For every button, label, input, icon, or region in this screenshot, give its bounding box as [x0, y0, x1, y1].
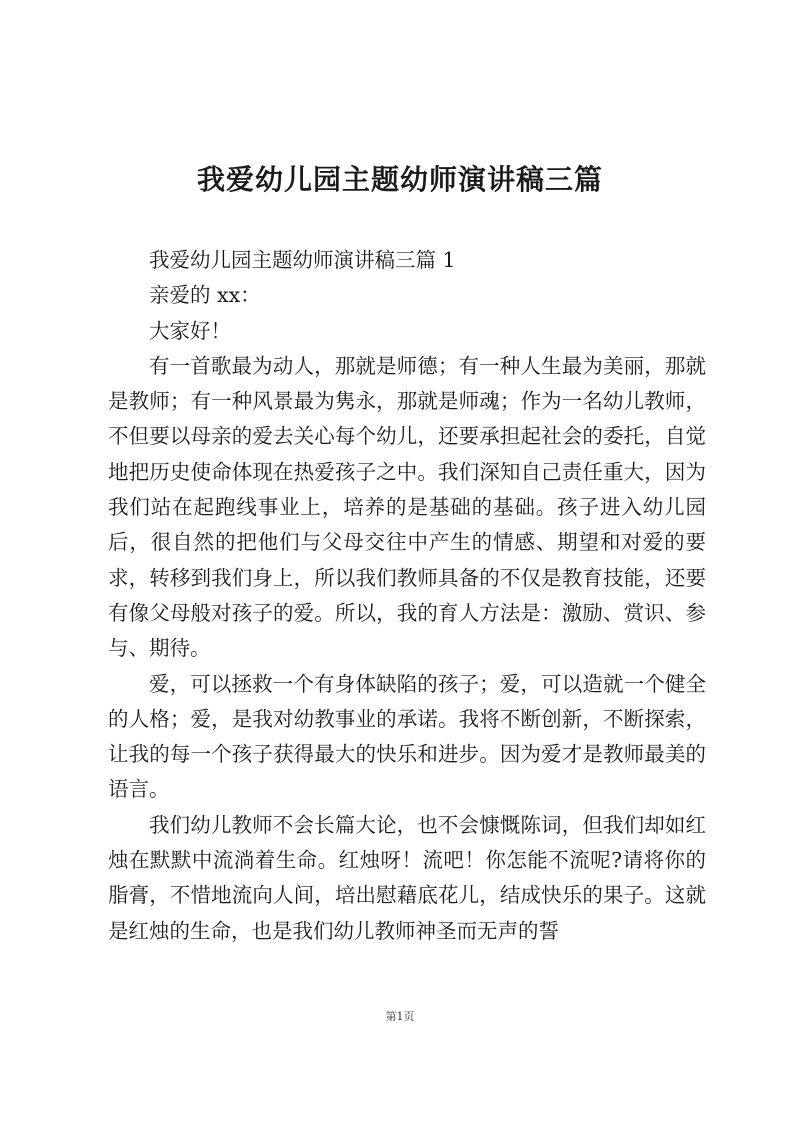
paragraph: 我们幼儿教师不会长篇大论，也不会慷慨陈词，但我们却如红烛在默默中流淌着生命。红烛呀！流吧！你怎能不流呢?请将你的脂膏，不惜地流向人间，培出慰藉底花儿，结成快乐的果子。这就是红烛的生命，也是我们幼儿教师神圣而无声的誓 — [108, 812, 706, 943]
paragraph: 爱，可以拯救一个有身体缺陷的孩子；爱，可以造就一个健全的人格；爱，是我对幼教事业的承诺。我将不断创新，不断探索，让我的每一个孩子获得最大的快乐和进步。因为爱才是教师最美的语言。 — [108, 671, 706, 802]
section-heading: 我爱幼儿园主题幼师演讲稿三篇 1 — [149, 248, 456, 272]
greeting: 大家好！ — [149, 318, 231, 343]
paragraph: 有一首歌最为动人，那就是师德；有一种人生最为美丽，那就是教师；有一种风景最为隽永，那就是师魂；作为一名幼儿教师，不但要以母亲的爱去关心每个幼儿，还要承担起社会的委托，自觉地把历史使命体现在热爱孩子之中。我们深知自己责任重大，因为我们站在起跑线事业上，培养的是基础的基础。孩子进入幼儿园后，很自然的把他们与父母交往中产生的情感、期望和对爱的要求，转移到我们身上，所以我们教师具备的不仅是教育技能，还要有像父母般对孩子的爱。所以，我的育人方法是：激励、赏识、参与、期待。 — [108, 353, 706, 661]
document-body — [108, 243, 706, 949]
document-title: 我爱幼儿园主题幼师演讲稿三篇 — [196, 163, 603, 196]
page-number: 第1页 — [385, 1010, 415, 1023]
salutation: 亲爱的 xx： — [149, 283, 261, 308]
